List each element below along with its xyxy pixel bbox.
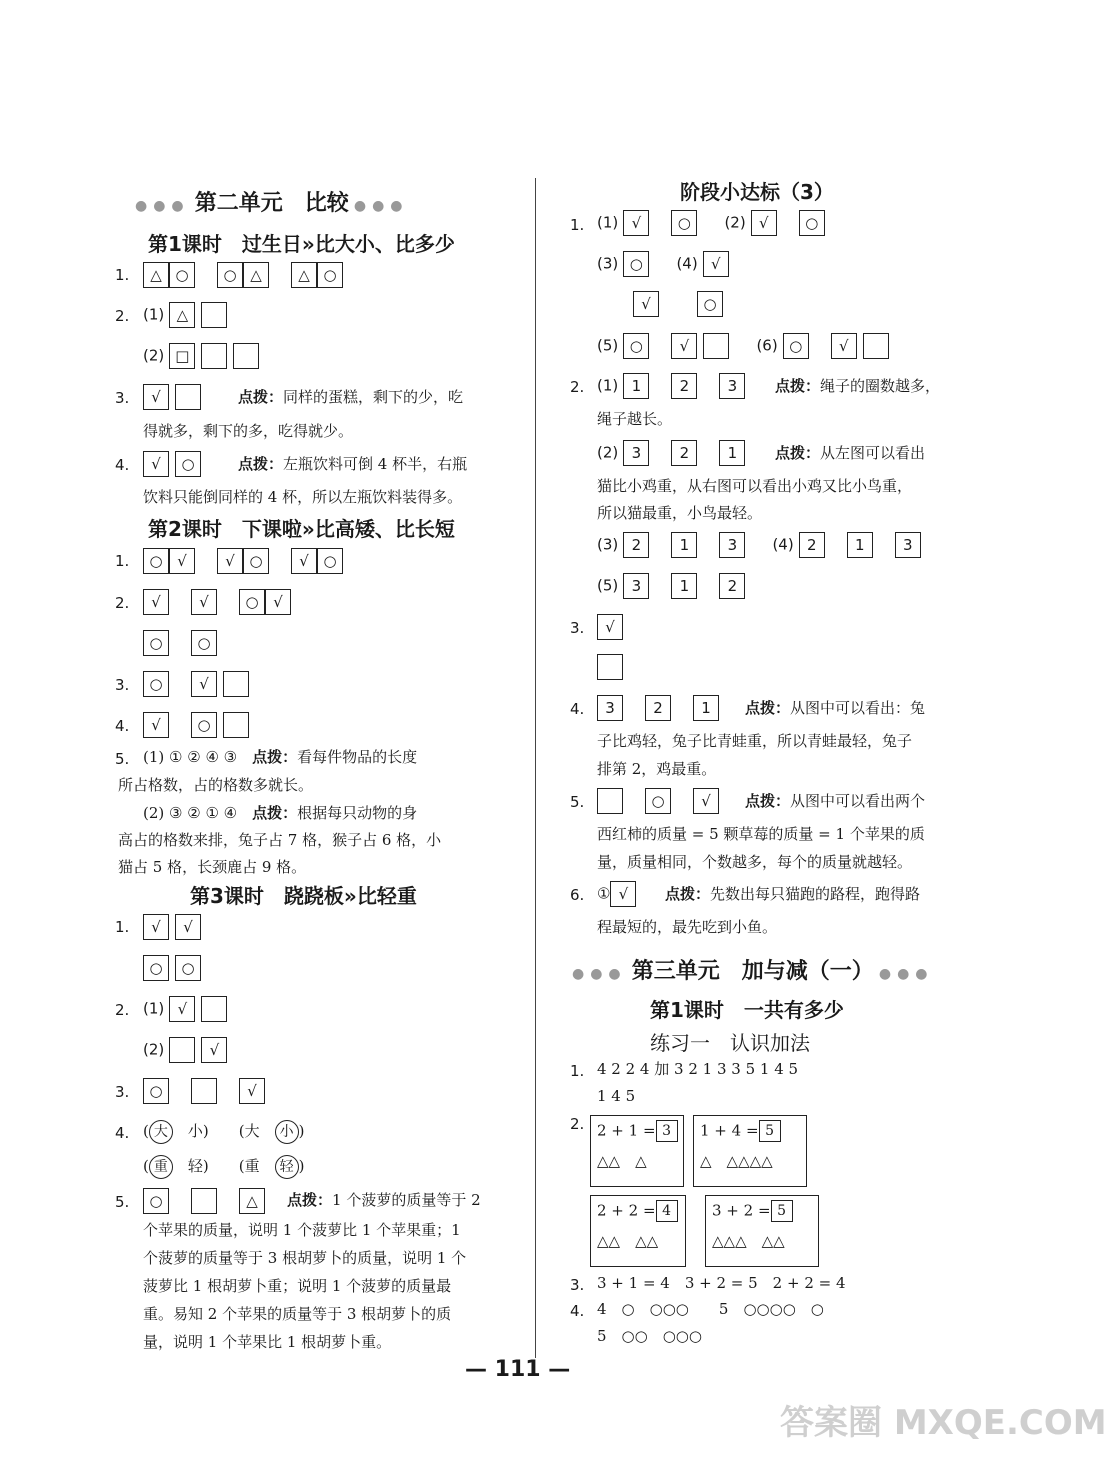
unit3-lesson-title: 第1课时 一共有多少 bbox=[650, 998, 844, 1022]
answer-box: ○ bbox=[317, 548, 343, 574]
answer-box: △ bbox=[243, 262, 269, 288]
tip-text: 猫占 5 格，长颈鹿占 9 格。 bbox=[118, 858, 307, 876]
answer-box: √ bbox=[143, 451, 169, 477]
answer-box-wrap bbox=[597, 654, 629, 680]
paren: ( bbox=[143, 1157, 149, 1175]
q-label: 4. bbox=[115, 1124, 130, 1142]
answer-box: ○ bbox=[143, 548, 169, 574]
answer-box: 4 bbox=[656, 1200, 678, 1222]
tip-text: 子比鸡轻，兔子比青蛙重，所以青蛙最轻，兔子 bbox=[597, 732, 913, 750]
answer-box: √ bbox=[143, 384, 169, 410]
tip-label: 点拨： bbox=[745, 699, 791, 717]
tip-line bbox=[238, 383, 463, 411]
answer-box: 5 bbox=[771, 1200, 793, 1222]
answer-box bbox=[169, 1037, 195, 1063]
triangle-groups: △△ △ bbox=[597, 1152, 647, 1170]
answer-box: √ bbox=[169, 548, 195, 574]
triangle-groups: △△△ △△ bbox=[712, 1232, 785, 1250]
answer-box: ○ bbox=[191, 630, 217, 656]
sub-label: (1) bbox=[597, 376, 619, 395]
answer-boxes bbox=[143, 1188, 271, 1214]
tip-text: 看每件物品的长度 bbox=[297, 748, 418, 766]
answer-box: ○ bbox=[243, 548, 269, 574]
sub-label: (1) bbox=[143, 999, 165, 1018]
answer-box: ○ bbox=[671, 210, 697, 236]
answer-box: ○ bbox=[217, 262, 243, 288]
answer-box: √ bbox=[143, 914, 169, 940]
addition-card bbox=[693, 1115, 807, 1187]
answer-row bbox=[597, 251, 735, 277]
q-label: 1. bbox=[570, 216, 585, 234]
answer-box: △ bbox=[143, 262, 169, 288]
sub-label: (5) bbox=[597, 576, 619, 595]
answer-line bbox=[143, 1117, 304, 1145]
q-label: 5. bbox=[115, 1193, 130, 1211]
answer-box: ○ bbox=[317, 262, 343, 288]
option-text: (大 bbox=[238, 1122, 260, 1140]
q-label: 3. bbox=[570, 1276, 585, 1294]
answer-row bbox=[143, 302, 233, 328]
q-label: 2. bbox=[115, 1001, 130, 1019]
answer-box: 3 bbox=[895, 532, 921, 558]
decor-dots-left: ●●● bbox=[135, 198, 190, 214]
answer-box: √ bbox=[217, 548, 243, 574]
q-label: 1. bbox=[570, 1062, 585, 1080]
decor-dots-right: ●●● bbox=[353, 198, 409, 214]
answer-box: ○ bbox=[143, 630, 169, 656]
answer-box: ○ bbox=[143, 955, 169, 981]
answer-row bbox=[633, 291, 729, 317]
tip-label: 点拨： bbox=[287, 1191, 333, 1209]
tip-text: 量，说明 1 个苹果比 1 根胡萝卜重。 bbox=[143, 1333, 392, 1351]
tip-text: 从图中可以看出：兔 bbox=[790, 699, 926, 717]
answer-box: 2 bbox=[645, 695, 671, 721]
option-text: (重 bbox=[238, 1157, 260, 1175]
tip-text: 1 个菠萝的质量等于 2 bbox=[332, 1191, 481, 1209]
answer-box: √ bbox=[671, 333, 697, 359]
sub-label: (1) bbox=[597, 213, 619, 232]
answer-box bbox=[223, 712, 249, 738]
q-label: 2. bbox=[570, 378, 585, 396]
stage-title: 阶段小达标（3） bbox=[680, 180, 834, 204]
sub-label: (5) bbox=[597, 336, 619, 355]
answer-row bbox=[143, 451, 207, 477]
answer-boxes bbox=[597, 788, 725, 814]
answer-box: □ bbox=[169, 343, 195, 369]
answer-box: 1 bbox=[623, 373, 649, 399]
answer-box: 1 bbox=[719, 440, 745, 466]
tip-text: 同样的蛋糕，剩下的少，吃 bbox=[283, 388, 464, 406]
answer-box bbox=[201, 302, 227, 328]
answer-box bbox=[863, 333, 889, 359]
addition-card bbox=[590, 1195, 686, 1267]
tip-text: 根据每只动物的身 bbox=[297, 804, 418, 822]
answer-box: ○ bbox=[143, 671, 169, 697]
tip-text: 猫比小鸡重，从右图可以看出小鸡又比小鸟重， bbox=[597, 477, 913, 495]
answer-boxes bbox=[143, 589, 297, 615]
answer-box bbox=[191, 1078, 217, 1104]
sub-label: (4) bbox=[676, 254, 698, 273]
answer-box: 3 bbox=[623, 440, 649, 466]
tip-text: 高占的格数来排，兔子占 7 格，猴子占 6 格，小 bbox=[118, 831, 442, 849]
answer-box bbox=[201, 343, 227, 369]
equation: 2 + 1 = bbox=[597, 1121, 656, 1140]
decor-dots-right: ●●● bbox=[878, 966, 934, 982]
answer-row bbox=[143, 343, 265, 369]
answer-row bbox=[597, 210, 831, 236]
answer-box: 3 bbox=[719, 532, 745, 558]
answer-box: ○ bbox=[175, 955, 201, 981]
answer-boxes bbox=[143, 712, 255, 738]
tip-text: 所占格数，占的格数多就长。 bbox=[118, 776, 314, 794]
tip-text: 所以猫最重，小鸟最轻。 bbox=[597, 504, 763, 522]
circled-answer: 小 bbox=[275, 1120, 299, 1144]
answer-box: 2 bbox=[799, 532, 825, 558]
unit-title: 第二单元 比较 bbox=[194, 191, 349, 216]
answer-box: √ bbox=[597, 614, 623, 640]
tip-text: 菠萝比 1 根胡萝卜重；说明 1 个菠萝的质量最 bbox=[143, 1277, 452, 1295]
q-label: 4. bbox=[570, 1302, 585, 1320]
sub-label: (3) bbox=[597, 535, 619, 554]
equation: 3 + 2 = bbox=[712, 1201, 771, 1220]
answer-box: √ bbox=[169, 996, 195, 1022]
answer-box: √ bbox=[239, 1078, 265, 1104]
circled-answer: 重 bbox=[149, 1155, 173, 1179]
answer-box: √ bbox=[175, 914, 201, 940]
tip-label: 点拨： bbox=[252, 748, 298, 766]
answer-row bbox=[143, 384, 207, 410]
sub-label: (1) bbox=[143, 305, 165, 324]
answer-line: 4 ○ ○○○ 5 ○○○○ ○ bbox=[597, 1300, 824, 1318]
answer-box bbox=[201, 996, 227, 1022]
answer-box: △ bbox=[239, 1188, 265, 1214]
q-label: 1. bbox=[115, 552, 130, 570]
answer-box: √ bbox=[633, 291, 659, 317]
tip-text: 绳子越长。 bbox=[597, 410, 673, 428]
paren: ) bbox=[298, 1157, 305, 1175]
answer-box: ○ bbox=[169, 262, 195, 288]
answer-line bbox=[143, 1152, 304, 1180]
tip-text: 先数出每只猫跑的路程，跑得路 bbox=[710, 885, 921, 903]
answer-box: √ bbox=[191, 589, 217, 615]
tip-text: 个苹果的质量，说明 1 个菠萝比 1 个苹果重；1 bbox=[143, 1221, 461, 1239]
sub-label: (6) bbox=[756, 336, 778, 355]
answer-box: 1 bbox=[671, 532, 697, 558]
answer-box: 2 bbox=[671, 440, 697, 466]
tip-text: 量，质量相同，个数越多，每个的质量就越轻。 bbox=[597, 853, 913, 871]
tip-text: 程最短的，最先吃到小鱼。 bbox=[597, 918, 778, 936]
tip-text: 重。易知 2 个苹果的质量等于 3 根胡萝卜的质 bbox=[143, 1305, 452, 1323]
answer-line: 1 4 5 bbox=[597, 1087, 636, 1105]
q-label: 1. bbox=[115, 266, 130, 284]
circled-answer: 大 bbox=[149, 1120, 173, 1144]
answer-line bbox=[143, 743, 417, 771]
answer-row bbox=[143, 1037, 233, 1063]
addition-card bbox=[590, 1115, 684, 1187]
answer-box bbox=[233, 343, 259, 369]
answer-box: 1 bbox=[671, 573, 697, 599]
option-text: 轻) bbox=[187, 1157, 209, 1175]
tip-text: 个菠萝的质量等于 3 根胡萝卜的质量，说明 1 个 bbox=[143, 1249, 467, 1267]
addition-card bbox=[705, 1195, 819, 1267]
answer-row bbox=[597, 440, 751, 466]
sub-label: (2) bbox=[597, 443, 619, 462]
circled-answer: 轻 bbox=[275, 1155, 299, 1179]
answer-box: 2 bbox=[623, 532, 649, 558]
tip-text: 西红柿的质量 = 5 颗草莓的质量 = 1 个苹果的质 bbox=[597, 825, 925, 843]
unit3-title: 第三单元 加与减（一） bbox=[631, 959, 874, 984]
answer-line: 4 2 2 4 加 3 2 1 3 3 5 1 4 5 bbox=[597, 1060, 799, 1078]
option-text: 小) bbox=[187, 1122, 209, 1140]
sub-label: (2) bbox=[724, 213, 746, 232]
answer-box: ○ bbox=[799, 210, 825, 236]
q-label: 2. bbox=[115, 307, 130, 325]
answer-box: ○ bbox=[623, 251, 649, 277]
tip-line bbox=[665, 880, 920, 908]
answer-box: ○ bbox=[191, 712, 217, 738]
q-label: 1. bbox=[115, 918, 130, 936]
answer-boxes bbox=[143, 671, 255, 697]
tip-label: 点拨： bbox=[252, 804, 298, 822]
answer-box-wrap bbox=[597, 614, 629, 640]
answer-box: ○ bbox=[175, 451, 201, 477]
answer-box bbox=[223, 671, 249, 697]
answer-box: √ bbox=[693, 788, 719, 814]
answer-box: ○ bbox=[143, 1188, 169, 1214]
q-label: 3. bbox=[570, 619, 585, 637]
sub-label: (4) bbox=[772, 535, 794, 554]
answer-box: √ bbox=[291, 548, 317, 574]
unit3-title-row bbox=[572, 954, 934, 985]
q-label: 3. bbox=[115, 1083, 130, 1101]
answer-boxes bbox=[143, 548, 349, 574]
answer-box bbox=[175, 384, 201, 410]
unit-title-row bbox=[135, 186, 409, 217]
lesson-3-title: 第3课时 跷跷板»比轻重 bbox=[190, 884, 417, 908]
tip-text: 左瓶饮料可倒 4 杯半，右瓶 bbox=[283, 455, 468, 473]
answer-boxes bbox=[597, 695, 725, 721]
practice-title: 练习一 认识加法 bbox=[650, 1031, 810, 1055]
tip-label: 点拨： bbox=[775, 444, 821, 462]
triangle-groups: △△ △△ bbox=[597, 1232, 659, 1250]
answer-row bbox=[597, 532, 927, 558]
answer-sequence: (2) ③ ② ① ④ bbox=[143, 804, 238, 822]
answer-box bbox=[703, 333, 729, 359]
answer-box: 2 bbox=[719, 573, 745, 599]
answer-box: √ bbox=[831, 333, 857, 359]
tip-label: 点拨： bbox=[238, 388, 284, 406]
tip-label: 点拨： bbox=[665, 885, 711, 903]
answer-box: 3 bbox=[719, 373, 745, 399]
page-number: — 111 — bbox=[465, 1357, 571, 1382]
answer-line bbox=[143, 799, 417, 827]
tip-text: 从图中可以看出两个 bbox=[790, 792, 926, 810]
answer-sequence: (1) ① ② ④ ③ bbox=[143, 748, 238, 766]
tip-text: 从左图可以看出 bbox=[820, 444, 926, 462]
tip-line bbox=[287, 1186, 481, 1214]
tip-text: 得就多，剩下的多，吃得就少。 bbox=[143, 422, 354, 440]
answer-boxes bbox=[143, 955, 207, 981]
q-label: 6. bbox=[570, 886, 585, 904]
watermark-logo: 答案圈 MXQE.COM bbox=[780, 1403, 1107, 1443]
answer-box: √ bbox=[623, 210, 649, 236]
answer-box bbox=[191, 1188, 217, 1214]
answer-box: 3 bbox=[656, 1120, 678, 1142]
answer-box: 3 bbox=[623, 573, 649, 599]
paren: ( bbox=[143, 1122, 149, 1140]
answer-boxes bbox=[143, 262, 349, 288]
answer-row bbox=[143, 996, 233, 1022]
answer-box: √ bbox=[265, 589, 291, 615]
sub-label: (3) bbox=[597, 254, 619, 273]
circled-number: ① bbox=[597, 884, 611, 903]
tip-line bbox=[775, 372, 940, 400]
equation: 1 + 4 = bbox=[700, 1121, 759, 1140]
q-label: 2. bbox=[115, 594, 130, 612]
tip-line bbox=[238, 450, 467, 478]
q-label: 5. bbox=[115, 750, 130, 768]
answer-row bbox=[597, 573, 751, 599]
q-label: 4. bbox=[115, 456, 130, 474]
tip-line bbox=[745, 787, 925, 815]
sub-label: (2) bbox=[143, 1040, 165, 1059]
q-label: 4. bbox=[570, 700, 585, 718]
answer-box: ○ bbox=[623, 333, 649, 359]
q-label: 3. bbox=[115, 389, 130, 407]
answer-boxes bbox=[143, 630, 223, 656]
answer-box: √ bbox=[703, 251, 729, 277]
triangle-groups: △ △△△△ bbox=[700, 1152, 773, 1170]
tip-text: 绳子的圈数越多， bbox=[820, 377, 941, 395]
answer-box: 1 bbox=[847, 532, 873, 558]
answer-row bbox=[597, 373, 751, 399]
answer-box: ○ bbox=[239, 589, 265, 615]
sub-label: (2) bbox=[143, 346, 165, 365]
answer-boxes bbox=[143, 914, 207, 940]
answer-box: 1 bbox=[693, 695, 719, 721]
answer-line: 5 ○○ ○○○ bbox=[597, 1327, 702, 1345]
answer-box: ○ bbox=[143, 1078, 169, 1104]
lesson-2-title: 第2课时 下课啦»比高矮、比长短 bbox=[148, 517, 455, 541]
tip-text: 排第 2，鸡最重。 bbox=[597, 760, 717, 778]
q-label: 2. bbox=[570, 1115, 585, 1133]
tip-label: 点拨： bbox=[238, 455, 284, 473]
answer-line: 3 + 1 = 4 3 + 2 = 5 2 + 2 = 4 bbox=[597, 1274, 846, 1292]
answer-box: 3 bbox=[597, 695, 623, 721]
answer-box: √ bbox=[143, 589, 169, 615]
q-label: 3. bbox=[115, 676, 130, 694]
answer-box: √ bbox=[610, 881, 636, 907]
column-divider bbox=[535, 178, 536, 1358]
lesson-1-title: 第1课时 过生日»比大小、比多少 bbox=[148, 232, 455, 256]
answer-box: △ bbox=[169, 302, 195, 328]
tip-label: 点拨： bbox=[775, 377, 821, 395]
answer-box: √ bbox=[143, 712, 169, 738]
answer-box: √ bbox=[191, 671, 217, 697]
answer-box: √ bbox=[751, 210, 777, 236]
answer-box: ○ bbox=[645, 788, 671, 814]
decor-dots-left: ●●● bbox=[572, 966, 627, 982]
answer-box bbox=[597, 654, 623, 680]
tip-line bbox=[745, 694, 925, 722]
tip-label: 点拨： bbox=[745, 792, 791, 810]
answer-boxes bbox=[143, 1078, 271, 1104]
tip-text: 饮料只能倒同样的 4 杯，所以左瓶饮料装得多。 bbox=[143, 488, 463, 506]
answer-box: △ bbox=[291, 262, 317, 288]
q-label: 4. bbox=[115, 717, 130, 735]
answer-box: ○ bbox=[697, 291, 723, 317]
q-label: 5. bbox=[570, 793, 585, 811]
equation: 2 + 2 = bbox=[597, 1201, 656, 1220]
answer-box: √ bbox=[201, 1037, 227, 1063]
answer-box: ○ bbox=[783, 333, 809, 359]
answer-box: 5 bbox=[759, 1120, 781, 1142]
answer-box: 2 bbox=[671, 373, 697, 399]
answer-row bbox=[597, 333, 895, 359]
paren: ) bbox=[298, 1122, 305, 1140]
answer-row bbox=[597, 881, 642, 907]
tip-line bbox=[775, 439, 925, 467]
answer-box bbox=[597, 788, 623, 814]
